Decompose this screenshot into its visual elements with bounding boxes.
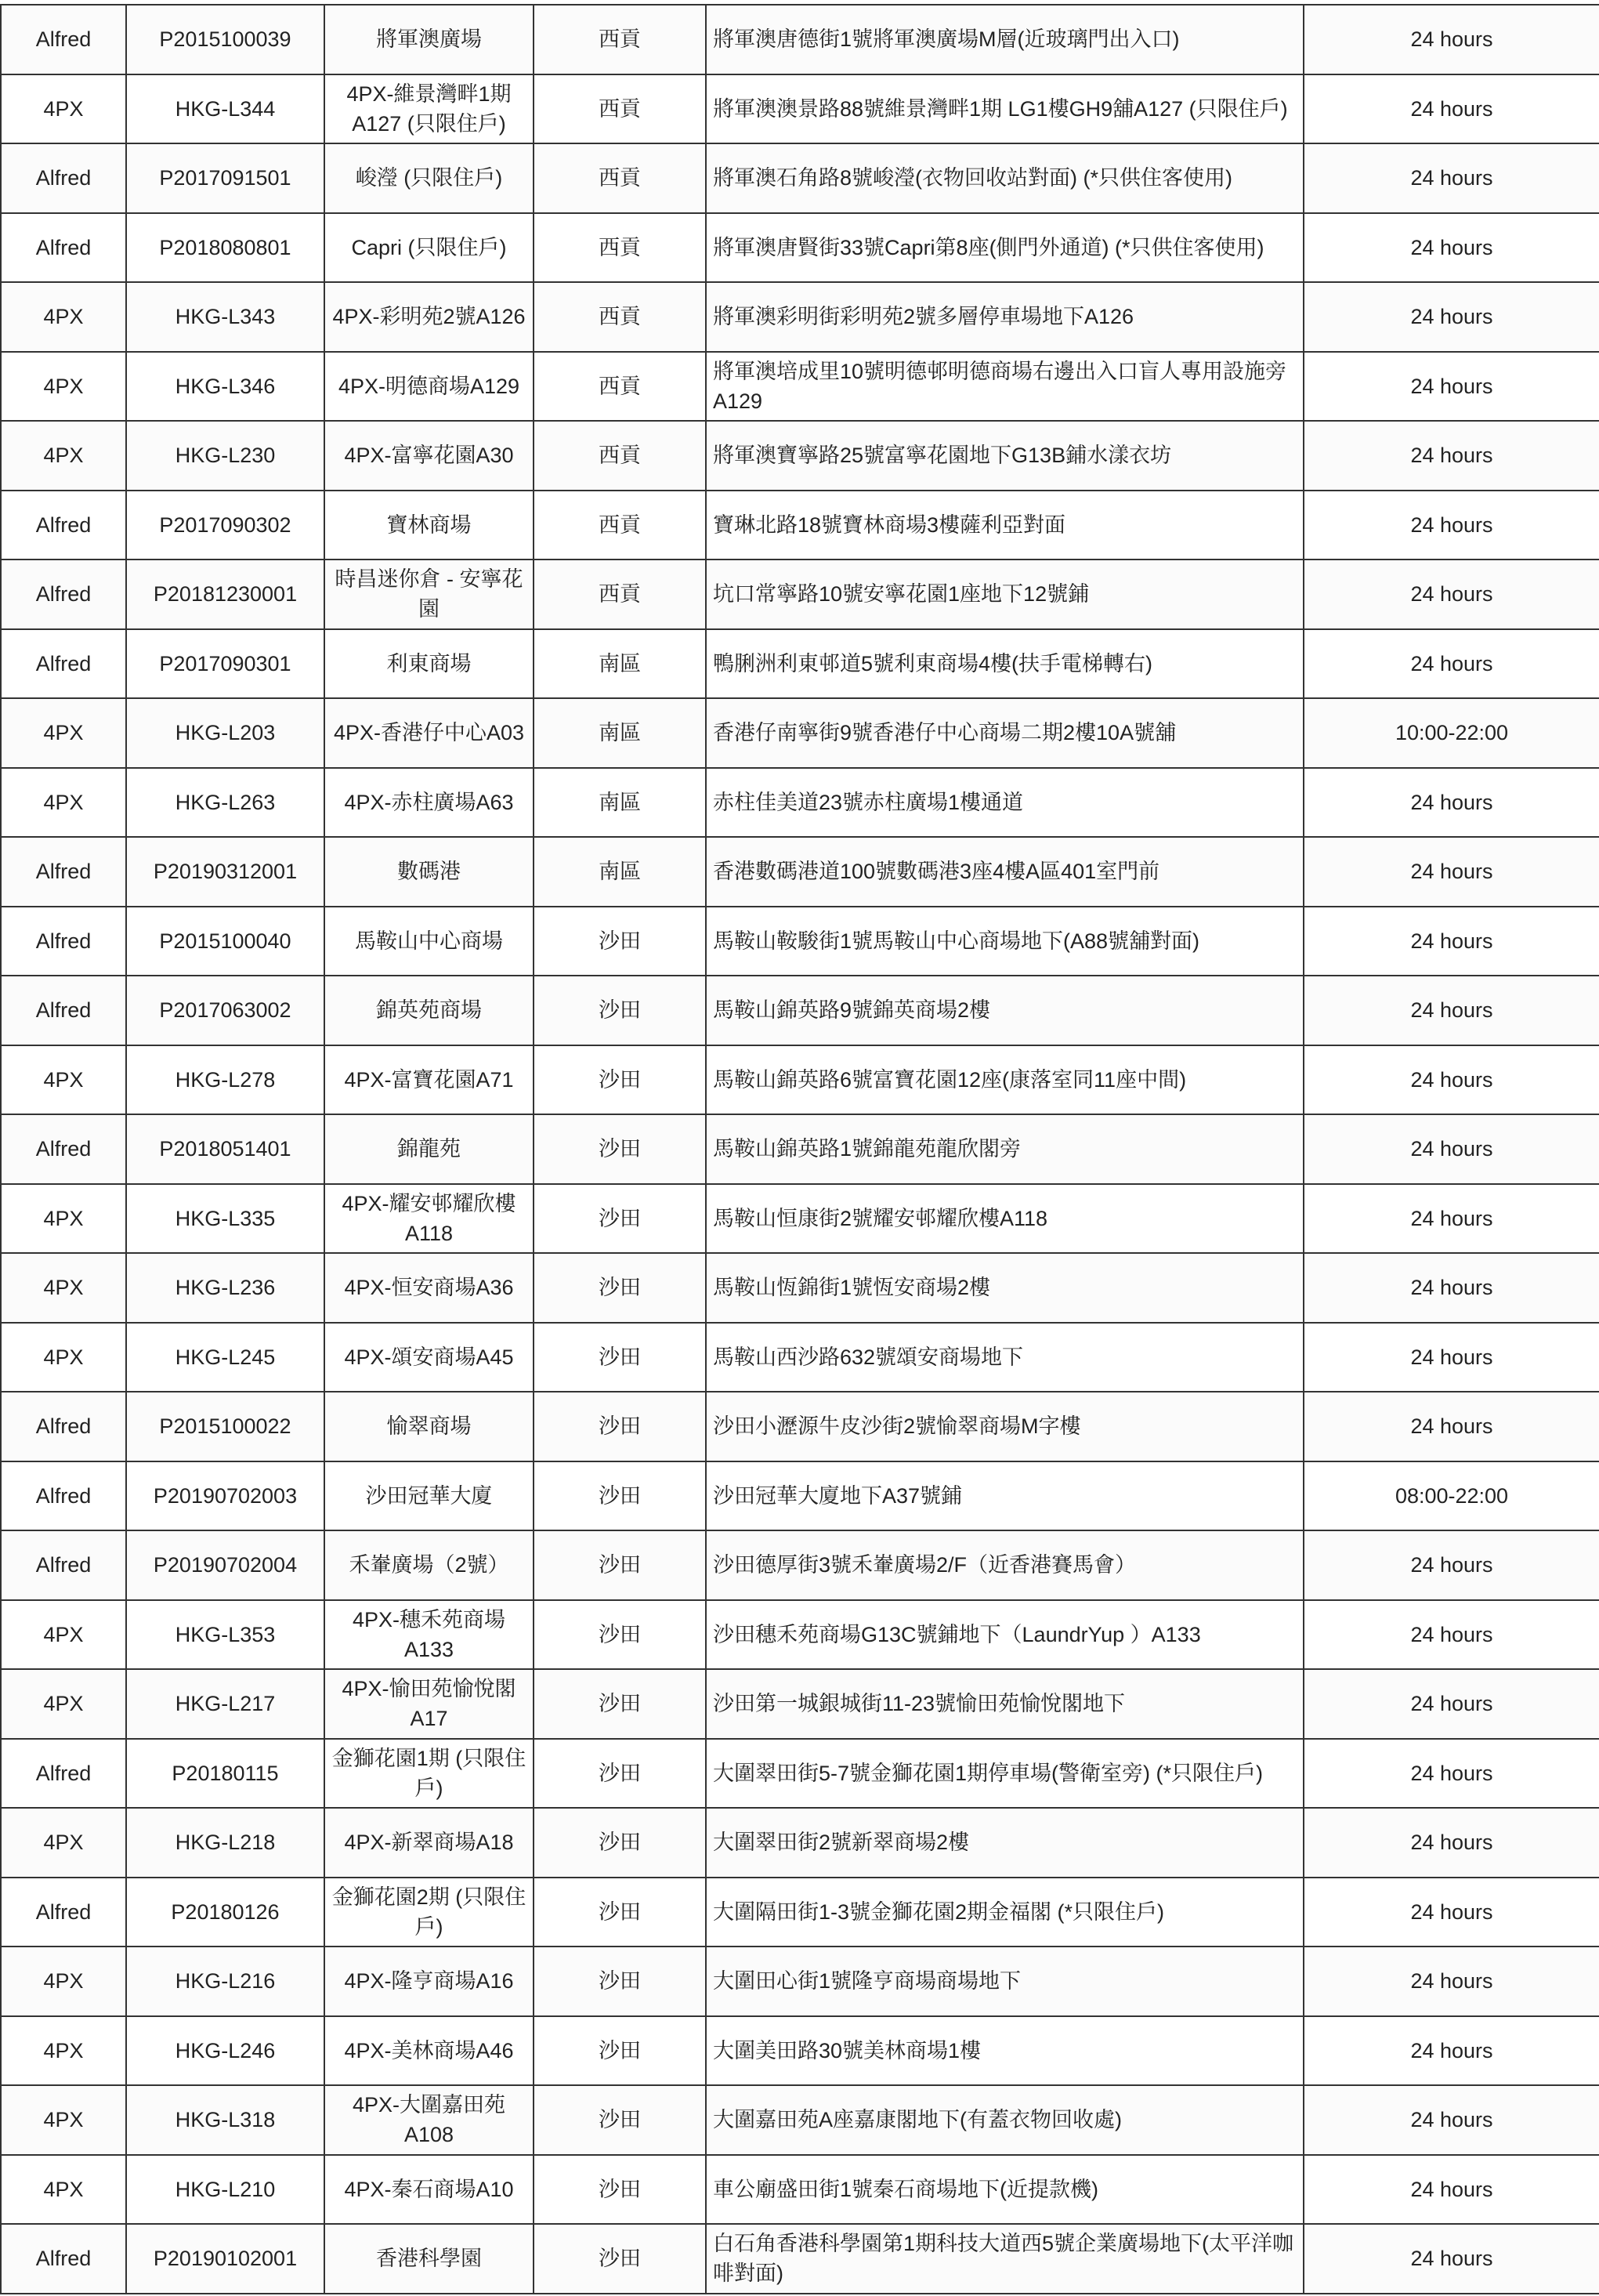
table-row [1,907,1599,976]
cell-address: 大圍翠田街5-7號金獅花園1期停車場(警衛室旁) (*只限住戶) [706,1739,1304,1809]
table-row [1,143,1599,213]
cell-code: P2018080801 [126,213,324,283]
cell-address: 坑口常寧路10號安寧花園1座地下12號鋪 [706,560,1304,629]
cell-name: 4PX-隆亨商場A16 [324,1947,534,2016]
cell-name: 愉翠商場 [324,1392,534,1461]
cell-operator: Alfred [1,837,126,907]
table-row [1,1600,1599,1670]
table-row [1,5,1599,74]
cell-operator: 4PX [1,1669,126,1739]
cell-code: P2017091501 [126,143,324,213]
cell-operator: 4PX [1,421,126,491]
cell-district: 沙田 [534,1392,706,1461]
cell-address: 將軍澳唐賢街33號Capri第8座(側門外通道) (*只供住客使用) [706,213,1304,283]
cell-address: 馬鞍山錦英路9號錦英商場2樓 [706,976,1304,1045]
cell-operator: Alfred [1,629,126,699]
cell-name: 4PX-秦石商場A10 [324,2155,534,2225]
cell-operator: 4PX [1,2016,126,2086]
cell-name: 4PX-新翠商場A18 [324,1808,534,1878]
cell-hours: 24 hours [1304,560,1599,629]
cell-operator: Alfred [1,143,126,213]
cell-district: 沙田 [534,1878,706,1947]
table-row [1,421,1599,491]
cell-name: 禾輋廣場（2號） [324,1530,534,1600]
table-row [1,768,1599,838]
cell-hours: 24 hours [1304,213,1599,283]
cell-address: 馬鞍山錦英路6號富寶花園12座(康落室同11座中間) [706,1045,1304,1115]
cell-address: 白石角香港科學園第1期科技大道西5號企業廣場地下(太平洋咖啡對面) [706,2224,1304,2294]
cell-name: 4PX-赤柱廣場A63 [324,768,534,838]
table-row [1,2085,1599,2155]
cell-operator: Alfred [1,1114,126,1184]
cell-address: 將軍澳澳景路88號維景灣畔1期 LG1樓GH9舖A127 (只限住戶) [706,74,1304,144]
cell-hours: 10:00-22:00 [1304,698,1599,768]
cell-name: 4PX-美林商場A46 [324,2016,534,2086]
table-row [1,1114,1599,1184]
cell-name: 4PX-耀安邨耀欣樓A118 [324,1184,534,1254]
cell-code: HKG-L245 [126,1323,324,1392]
cell-district: 西貢 [534,491,706,560]
cell-name: 寶林商場 [324,491,534,560]
cell-name: 4PX-明德商場A129 [324,352,534,422]
cell-operator: 4PX [1,2085,126,2155]
cell-code: P2017063002 [126,976,324,1045]
cell-address: 將軍澳培成里10號明德邨明德商場右邊出入口盲人專用設施旁A129 [706,352,1304,422]
cell-operator: 4PX [1,698,126,768]
cell-district: 西貢 [534,352,706,422]
cell-code: P20190312001 [126,837,324,907]
cell-hours: 24 hours [1304,1600,1599,1670]
cell-name: 4PX-維景灣畔1期A127 (只限住戶) [324,74,534,144]
cell-district: 南區 [534,629,706,699]
table-row [1,213,1599,283]
cell-operator: Alfred [1,907,126,976]
cell-name: 4PX-富寶花園A71 [324,1045,534,1115]
cell-name: 香港科學園 [324,2224,534,2294]
cell-address: 車公廟盛田街1號秦石商場地下(近提款機) [706,2155,1304,2225]
cell-address: 大圍隔田街1-3號金獅花園2期金福閣 (*只限住戶) [706,1878,1304,1947]
cell-name: 4PX-香港仔中心A03 [324,698,534,768]
cell-address: 馬鞍山恆錦街1號恆安商場2樓 [706,1253,1304,1323]
cell-address: 沙田第一城銀城街11-23號愉田苑愉悅閣地下 [706,1669,1304,1739]
cell-name: 4PX-穗禾苑商場A133 [324,1600,534,1670]
cell-code: P20190102001 [126,2224,324,2294]
cell-hours: 24 hours [1304,352,1599,422]
table-row [1,2155,1599,2225]
cell-operator: Alfred [1,976,126,1045]
cell-district: 西貢 [534,143,706,213]
cell-name: 峻瀅 (只限住戶) [324,143,534,213]
cell-hours: 24 hours [1304,837,1599,907]
cell-name: 利東商場 [324,629,534,699]
cell-code: HKG-L246 [126,2016,324,2086]
cell-name: 金獅花園2期 (只限住戶) [324,1878,534,1947]
cell-address: 馬鞍山錦英路1號錦龍苑龍欣閣旁 [706,1114,1304,1184]
table-row [1,2224,1599,2294]
cell-code: P2015100022 [126,1392,324,1461]
cell-hours: 24 hours [1304,1253,1599,1323]
table-row [1,1739,1599,1809]
cell-district: 沙田 [534,2155,706,2225]
table-row [1,1045,1599,1115]
cell-operator: 4PX [1,1600,126,1670]
cell-address: 將軍澳彩明街彩明苑2號多層停車場地下A126 [706,282,1304,352]
cell-hours: 24 hours [1304,2224,1599,2294]
cell-name: 4PX-彩明苑2號A126 [324,282,534,352]
cell-hours: 24 hours [1304,1114,1599,1184]
cell-name: 4PX-大圍嘉田苑A108 [324,2085,534,2155]
cell-code: HKG-L218 [126,1808,324,1878]
table-row [1,1669,1599,1739]
table-row [1,1461,1599,1531]
cell-hours: 24 hours [1304,629,1599,699]
locker-table [0,4,1599,2294]
cell-district: 沙田 [534,1045,706,1115]
cell-hours: 24 hours [1304,907,1599,976]
cell-operator: Alfred [1,5,126,74]
cell-address: 香港數碼港道100號數碼港3座4樓A區401室門前 [706,837,1304,907]
cell-district: 沙田 [534,1530,706,1600]
cell-district: 沙田 [534,1253,706,1323]
cell-hours: 24 hours [1304,5,1599,74]
cell-code: HKG-L278 [126,1045,324,1115]
cell-name: 金獅花園1期 (只限住戶) [324,1739,534,1809]
cell-name: 沙田冠華大廈 [324,1461,534,1531]
table-row [1,698,1599,768]
cell-hours: 24 hours [1304,74,1599,144]
cell-hours: 24 hours [1304,768,1599,838]
cell-address: 馬鞍山恒康街2號耀安邨耀欣樓A118 [706,1184,1304,1254]
table-row [1,1392,1599,1461]
cell-name: 馬鞍山中心商場 [324,907,534,976]
table-row [1,1323,1599,1392]
cell-code: P20190702003 [126,1461,324,1531]
cell-district: 沙田 [534,907,706,976]
cell-district: 南區 [534,698,706,768]
cell-name: 4PX-愉田苑愉悅閣A17 [324,1669,534,1739]
cell-code: HKG-L263 [126,768,324,838]
cell-operator: 4PX [1,282,126,352]
cell-hours: 24 hours [1304,1323,1599,1392]
cell-district: 沙田 [534,1808,706,1878]
cell-code: P20180115 [126,1739,324,1809]
cell-operator: 4PX [1,1947,126,2016]
cell-hours: 24 hours [1304,1669,1599,1739]
cell-name: 4PX-富寧花園A30 [324,421,534,491]
cell-code: HKG-L344 [126,74,324,144]
cell-hours: 24 hours [1304,1530,1599,1600]
cell-hours: 24 hours [1304,491,1599,560]
cell-district: 西貢 [534,213,706,283]
cell-district: 南區 [534,768,706,838]
cell-address: 赤柱佳美道23號赤柱廣場1樓通道 [706,768,1304,838]
cell-hours: 24 hours [1304,1878,1599,1947]
cell-district: 西貢 [534,282,706,352]
cell-district: 西貢 [534,74,706,144]
cell-operator: 4PX [1,1808,126,1878]
cell-district: 沙田 [534,1461,706,1531]
cell-name: 錦英苑商場 [324,976,534,1045]
cell-hours: 24 hours [1304,1739,1599,1809]
cell-district: 沙田 [534,1669,706,1739]
cell-hours: 08:00-22:00 [1304,1461,1599,1531]
cell-district: 西貢 [534,560,706,629]
cell-code: HKG-L318 [126,2085,324,2155]
table-row [1,1253,1599,1323]
cell-operator: 4PX [1,352,126,422]
cell-code: P2018051401 [126,1114,324,1184]
table-row [1,1878,1599,1947]
cell-name: Capri (只限住戶) [324,213,534,283]
cell-address: 沙田德厚街3號禾輋廣場2/F（近香港賽馬會） [706,1530,1304,1600]
cell-code: P2015100040 [126,907,324,976]
table-row [1,560,1599,629]
cell-address: 馬鞍山西沙路632號頌安商場地下 [706,1323,1304,1392]
cell-code: HKG-L216 [126,1947,324,2016]
cell-operator: 4PX [1,1323,126,1392]
cell-district: 沙田 [534,1600,706,1670]
cell-code: P20190702004 [126,1530,324,1600]
cell-code: HKG-L217 [126,1669,324,1739]
cell-address: 沙田小瀝源牛皮沙街2號愉翠商場M字樓 [706,1392,1304,1461]
cell-address: 鴨脷洲利東邨道5號利東商場4樓(扶手電梯轉右) [706,629,1304,699]
cell-name: 錦龍苑 [324,1114,534,1184]
cell-hours: 24 hours [1304,421,1599,491]
cell-code: HKG-L353 [126,1600,324,1670]
cell-operator: Alfred [1,2224,126,2294]
cell-district: 沙田 [534,976,706,1045]
cell-code: P20180126 [126,1878,324,1947]
table-row [1,837,1599,907]
cell-hours: 24 hours [1304,1184,1599,1254]
cell-address: 沙田冠華大廈地下A37號鋪 [706,1461,1304,1531]
table-row [1,2016,1599,2086]
cell-address: 大圍嘉田苑A座嘉康閣地下(有蓋衣物回收處) [706,2085,1304,2155]
cell-hours: 24 hours [1304,2155,1599,2225]
cell-hours: 24 hours [1304,282,1599,352]
cell-address: 大圍田心街1號隆亨商場商場地下 [706,1947,1304,2016]
cell-code: HKG-L236 [126,1253,324,1323]
cell-operator: 4PX [1,1253,126,1323]
cell-hours: 24 hours [1304,1045,1599,1115]
cell-code: P2017090301 [126,629,324,699]
locker-table-body [1,5,1599,2294]
cell-district: 南區 [534,837,706,907]
cell-operator: 4PX [1,768,126,838]
table-row [1,1947,1599,2016]
cell-code: P2015100039 [126,5,324,74]
cell-district: 西貢 [534,421,706,491]
cell-hours: 24 hours [1304,2016,1599,2086]
cell-district: 西貢 [534,5,706,74]
cell-address: 大圍美田路30號美林商場1樓 [706,2016,1304,2086]
cell-name: 將軍澳廣場 [324,5,534,74]
cell-operator: Alfred [1,1739,126,1809]
cell-name: 數碼港 [324,837,534,907]
cell-operator: Alfred [1,560,126,629]
cell-code: HKG-L203 [126,698,324,768]
cell-hours: 24 hours [1304,1808,1599,1878]
cell-hours: 24 hours [1304,143,1599,213]
cell-code: HKG-L346 [126,352,324,422]
cell-operator: Alfred [1,1461,126,1531]
cell-hours: 24 hours [1304,2085,1599,2155]
table-row [1,74,1599,144]
cell-address: 將軍澳寶寧路25號富寧花園地下G13B鋪水漾衣坊 [706,421,1304,491]
cell-district: 沙田 [534,1323,706,1392]
cell-code: P2017090302 [126,491,324,560]
table-row [1,1184,1599,1254]
cell-district: 沙田 [534,2224,706,2294]
cell-operator: Alfred [1,1530,126,1600]
cell-district: 沙田 [534,1739,706,1809]
cell-code: HKG-L210 [126,2155,324,2225]
cell-address: 將軍澳石角路8號峻瀅(衣物回收站對面) (*只供住客使用) [706,143,1304,213]
cell-operator: Alfred [1,491,126,560]
cell-code: HKG-L335 [126,1184,324,1254]
cell-operator: Alfred [1,1878,126,1947]
cell-district: 沙田 [534,2016,706,2086]
cell-address: 將軍澳唐德街1號將軍澳廣場M層(近玻璃門出入口) [706,5,1304,74]
cell-hours: 24 hours [1304,1392,1599,1461]
cell-operator: 4PX [1,2155,126,2225]
cell-district: 沙田 [534,1114,706,1184]
cell-name: 時昌迷你倉 - 安寧花園 [324,560,534,629]
cell-district: 沙田 [534,1947,706,2016]
cell-address: 香港仔南寧街9號香港仔中心商場二期2樓10A號舖 [706,698,1304,768]
table-row [1,282,1599,352]
cell-operator: 4PX [1,74,126,144]
table-row [1,1808,1599,1878]
cell-code: HKG-L343 [126,282,324,352]
table-row [1,1530,1599,1600]
table-row [1,491,1599,560]
cell-code: HKG-L230 [126,421,324,491]
cell-operator: 4PX [1,1045,126,1115]
cell-operator: Alfred [1,1392,126,1461]
cell-address: 大圍翠田街2號新翠商場2樓 [706,1808,1304,1878]
table-row [1,976,1599,1045]
cell-name: 4PX-恒安商場A36 [324,1253,534,1323]
cell-address: 寶琳北路18號寶林商場3樓薩利亞對面 [706,491,1304,560]
cell-district: 沙田 [534,2085,706,2155]
cell-operator: Alfred [1,213,126,283]
cell-address: 馬鞍山鞍駿街1號馬鞍山中心商場地下(A88號舖對面) [706,907,1304,976]
cell-hours: 24 hours [1304,1947,1599,2016]
cell-district: 沙田 [534,1184,706,1254]
cell-hours: 24 hours [1304,976,1599,1045]
cell-code: P20181230001 [126,560,324,629]
table-row [1,352,1599,422]
cell-operator: 4PX [1,1184,126,1254]
table-row [1,629,1599,699]
cell-name: 4PX-頌安商場A45 [324,1323,534,1392]
cell-address: 沙田穗禾苑商場G13C號鋪地下（LaundrYup ）A133 [706,1600,1304,1670]
